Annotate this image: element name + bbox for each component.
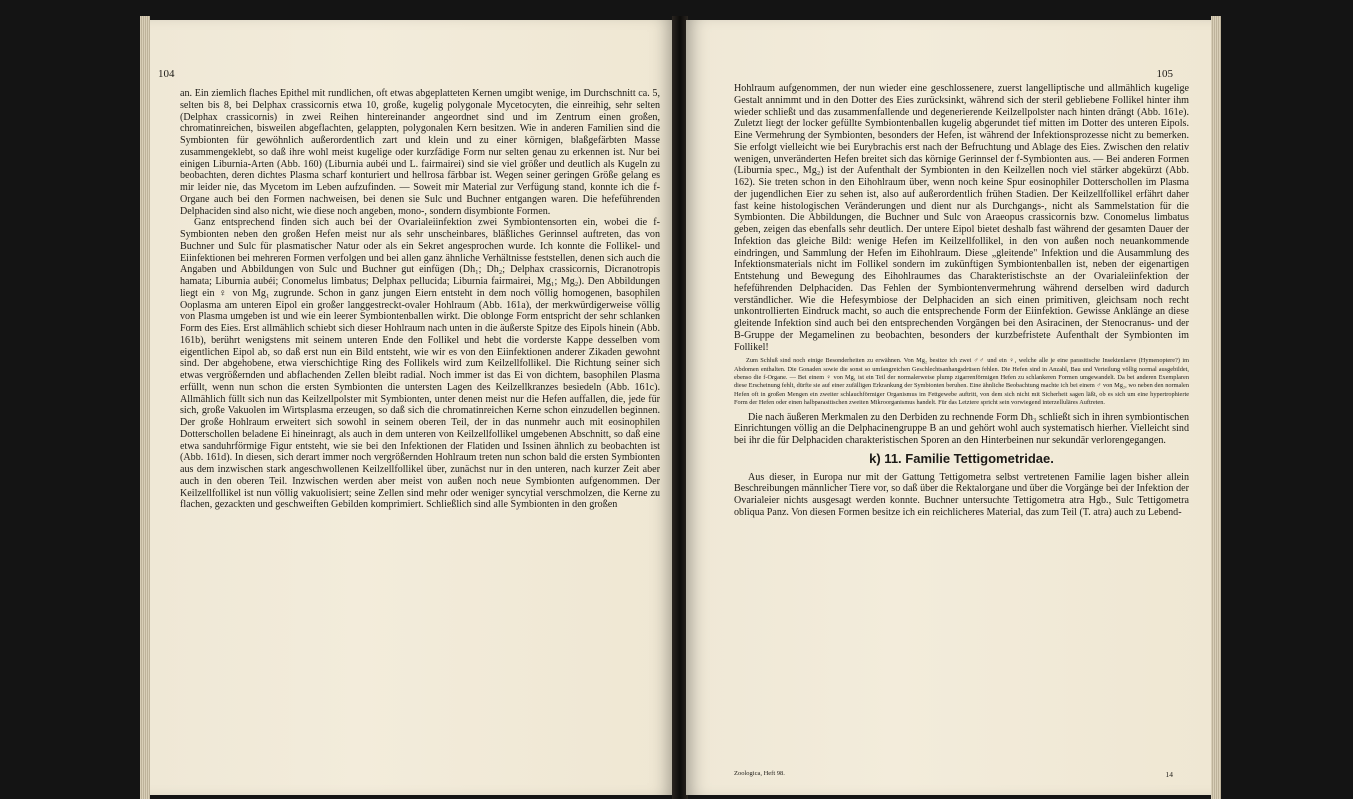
right-paragraph-3: Aus dieser, in Europa nur mit der Gattung Tettigometra selbst vertretenen Familie lagen bisher allein Beschreibungen männlicher Tiere vor, so daß über die Rektalorgane und über die Vorgänge bei der Infektion der Ovarialeier nichts ausgesagt werden konnte. Buchner untersuchte Tettigometra atra Hgb., Sulc Tettigometra obliqua Panz. Von diesen Formen besitze ich ein reichlicheres Material, das zum Teil (T. atra) auch zu Lebend- xyxy=(734,471,1189,518)
footnote-block xyxy=(734,357,1189,407)
signature-mark-right: 14 xyxy=(1165,770,1173,779)
left-page-number: 104 xyxy=(158,68,175,80)
right-page-number: 105 xyxy=(1156,68,1173,80)
right-paragraph-1: Hohlraum aufgenommen, der nun wieder eine geschlossenere, zuerst langelliptische und allmählich kugelige Gestalt annimmt und in den Dotter des Eies zurücksinkt, während sich der steril gebliebene Follikel hinter ihm wieder schließt und das zusammenfallende und degenerierende Keilzellpolster nach hinten drängt (Abb. 161e). Zuletzt liegt der locker gefüllte Symbiontenballen kugelig abgerundet tief mitten im Dotter des unteren Eipols. Eine Vermehrung der Symbionten, besonders der Hefen, ist während der Infektionsprozesse nicht zu bemerken. Sie erfolgt vielleicht wie bei Eurybrachis erst nach der Befruchtung und Ablage des Eies. Zwischen den relativ wenigen, unveränderten Hefen breitet sich das körnige Gerinnsel der f-Symbionten aus. — Bei anderen Formen (Liburnia spec., Mg₂) ist der Aufenthalt der Symbionten in den Keilzellen noch viel stärker abgekürzt (Abb. 162). Sie treten schon in den Eihohlraum über, wenn noch keine Spur eosinophiler Dotterschollen im Plasma der jugendlichen Eier zu sehen ist, also auf außerordentlich frühen Stadien. Der Keilzellfollikel erfährt daher fast keine histologischen Veränderungen und dient nur als Durchgangs-, nicht als Sammelstation für die Symbionten. Die Abbildungen, die Buchner und Sulc von Araeopus crassicornis bzw. Conomelus limbatus geben, zeigen das ebenfalls sehr deutlich. Der untere Eipol bietet deshalb fast während der gesamten Dauer der Infektion das gleiche Bild: wenige Hefen im Keilzellfollikel, in den von außen noch neuankommende eindringen, und Sammlung der Hefen im Eihohlraum. Diese „gleitende" Infektion und die Ausammlung des Infektionsmaterials nicht im Follikel sondern im zukünftigen Symbiontenballen ist, neben der eigenartigen Entstehung und Bewegung des Eihohlraumes das Charakteristischste an der Ovarialeiinfektion der hefeführenden Delphaciden. Das Fehlen der Symbiontenvermehrung während derselben wird dadurch verständlicher. Wie die Hefesymbiose der Delphaciden an sich einen primitiven, gleichsam noch recht unkontrollierten Eindruck macht, so auch die entsprechende Form der Eiinfektion. Gewisse Anklänge an diese gleitende Infektion sind auch bei den entsprechenden Vorgängen bei den Asiracinen, der Stenocranus- und der B-Gruppe der Megamelinen zu beobachten, besonders der kurzbefristete Aufenthalt der Symbionten im Follikel! xyxy=(734,83,1189,353)
right-page-body xyxy=(734,83,1189,519)
right-page xyxy=(686,20,1211,795)
right-paragraph-2: Die nach äußeren Merkmalen zu den Derbiden zu rechnende Form Dh₃ schließt sich in ihren symbiontischen Einrichtungen völlig an die Delphacinengruppe B an und gehört wohl auch systematisch hierher. Vielleicht sind bei ihr die für Delphaciden charakteristischen Sporen an den Hinterbeinen nur sekundär verlorengegangen. xyxy=(734,411,1189,447)
section-heading: k) 11. Familie Tettigometridae. xyxy=(869,450,1054,466)
page-edge-right xyxy=(1211,16,1221,799)
left-paragraph-2: Ganz entsprechend finden sich auch bei der Ovarialeiinfektion zwei Symbiontensorten ein, wobei die f-Symbionten neben den großen Hefen meist nur als sehr unscheinbares, bläßliches Gerinnsel auftreten, das von Buchner und Sulc für plasmatischer Natur oder als ein Sekret angesprochen wurde. Ich konnte die Follikel- und Eiinfektionen bei mehreren Formen verfolgen und bei allen ganz ähnliche Verhältnisse feststellen, denen sich auch die Angaben und Abbildungen von Sulc und Buchner gut einfügen (Dh₁; Dh₂; Delphax crassicornis, Dicranotropis hamata; Liburnia aubéi; Conomelus limbatus; Delphax pellucida; Liburnia fairmairei, Mg₁; Mg₂). Den Abbildungen liegt ein ♀ von Mg₁ zugrunde. Schon in ganz jungen Eiern entsteht in dem noch völlig homogenen, basophilen Ooplasma am unteren Eipol ein großer langgestreckt-ovaler Hohlraum (Abb. 161a), der merkwürdigerweise völlig von Plasma umgeben ist und wie ein leerer Symbiontenballen wirkt. Die oblonge Form entspricht der sehr schlanken Form des Eies. Erst allmählich schiebt sich dieser Hohlraum nach unten in die äußerste Spitze des Eipols hinein (Abb. 161b), berührt wenigstens mit seinem unteren Ende den Follikel und hebt die vorderste Kappe desselben vom eigentlichen Eipol ab, so daß erst nun ein Bild entsteht, wie wir es von den Eiinfektionen anderer Zikaden gewohnt sind. Der abgehobene, etwa vierschichtige Ring des Follikels wird zum Keilzellfollikel. Die Richtung seiner sich etwas vergrößernden und abflachenden Zellen bleibt radial. Noch immer ist das Ei von dichtem, basophilen Plasma erfüllt, wenn nun schon die ersten Symbionten die untersten Lagen des Keilzellkranzes besiedeln (Abb. 161c). Allmählich füllt sich nun das Keilzellpolster mit Symbionten, unter denen meist nur die Hefen auffallen, die, jede für sich, große Vakuolen im Wirtsplasma erzeugen, so daß sich die chromatinreichen Kerne schon einzudellen beginnen. Der große Hohlraum erweitert sich sowohl in seinem oberen Teil, der in das nunmehr auch mit eosinophilen Dotterschollen beladene Ei hineinragt, als auch in dem unteren von Keilzellfollikel umgebenen Abschnitt, so daß eine etwa sanduhrförmige Figur entsteht, wie sie bei den Infektionen der Flatiden und Issinen ähnlich zu beobachten ist (Abb. 161d). In diesen, sich derart immer noch vergrößernden Hohlraum treten nun schon bald die ersten Symbionten aus dem inzwischen stark angeschwollenen Keilzellfollikel über, zunächst nur in den unteren, nach kurzer Zeit aber auch in den oberen Teil. Inzwischen werden aber meist von außen noch neue Symbionten aufgenommen. Der Keilzellfollikel ist nun völlig vakuolisiert; seine Zellen sind mehr oder weniger syncytial verschmolzen, die Kerne zu flachen, gezackten und geschweiften Gebilden komprimiert. Schließlich sind alle Symbionten in den großen xyxy=(180,217,660,511)
left-page-body xyxy=(180,88,660,511)
left-paragraph-1: an. Ein ziemlich flaches Epithel mit rundlichen, oft etwas abgeplatteten Kernen umgibt wenige, im Durchschnitt ca. 5, selten bis 8, bei Delphax crassicornis etwa 10, große, kugelig polygonale Mycetocyten, die einreihig, sehr selten (Delphax crassicornis) in zwei Reihen hintereinander angeordnet sind und im Zentrum einen großen, chromatinreichen, bisweilen abgeflachten, gelappten, polygonalen Kern besitzen. Wie in anderen Familien sind die Symbionten für gewöhnlich außerordentlich zart und klein und zu einer körnigen, blaßgefärbten Masse zusammengeklebt, so daß ihre wohl meist kugelige oder kurzfädige Form nur selten genau zu erkennen ist. Nur bei einigen Liburnia-Arten (Abb. 160) (Liburnia aubéi und L. fairmairei) sind sie viel größer und deutlich als Kugeln zu beobachten, deren dichtes Plasma scharf konturiert und hellrosa färbbar ist. Wegen seiner geringen Größe gelang es mir leider nie, das Mycetom im Leben aufzufinden. — Soweit mir Material zur Verfügung stand, konnte ich die f-Organe auch bei den Formen nachweisen, bei denen sie Sulc und Buchner entgangen waren. Die hefeführenden Delphaciden sind also nicht, wie diese noch angeben, mono-, sondern disymbionte Formen. xyxy=(180,88,660,217)
footnote-text: Zum Schluß sind noch einige Besonderheiten zu erwähnen. Von Mg₂ besitze ich zwei ♂♂ und ein ♀, welche alle je eine parasitische Insektenlarve (Hymenoptere?) im Abdomen enthalten. Die Gonaden sowie die sonst so umfangreichen Geschlechtsanhangsdrüsen fehlen. Die Hefen sind in Anzahl, Bau und Verteilung völlig normal ausgebildet, ebenso die f-Organe. — Bei einem ♀ von Mg₁ ist ein Teil der normalerweise plump zigarrenförmigen Hefen zu schlankeren Formen umgewandelt. Da bei anderen Exemplaren diese Erscheinung fehlt, dürfte sie auf einer zufälligen Erkrankung der Symbionten beruhen. Eine ähnliche Beobachtung machte ich bei einem ♂ von Mg₂, wo neben den normalen Hefen oft in großen Mengen ein zweiter schlauchförmiger Organismus im Fettgewebe auftritt, von dem sich nicht mit Sicherheit sagen läßt, ob es sich um eine hypertrophierte Form der Hefen oder einen halbparasitischen zweiten Mikroorganismus handelt. Für das Letztere spricht sein vorwiegend interzelluläres Auftreten. xyxy=(734,357,1189,407)
page-edge-left xyxy=(140,16,150,799)
left-page xyxy=(150,20,673,795)
signature-mark-left: Zoologica, Heft 98. xyxy=(734,770,785,777)
